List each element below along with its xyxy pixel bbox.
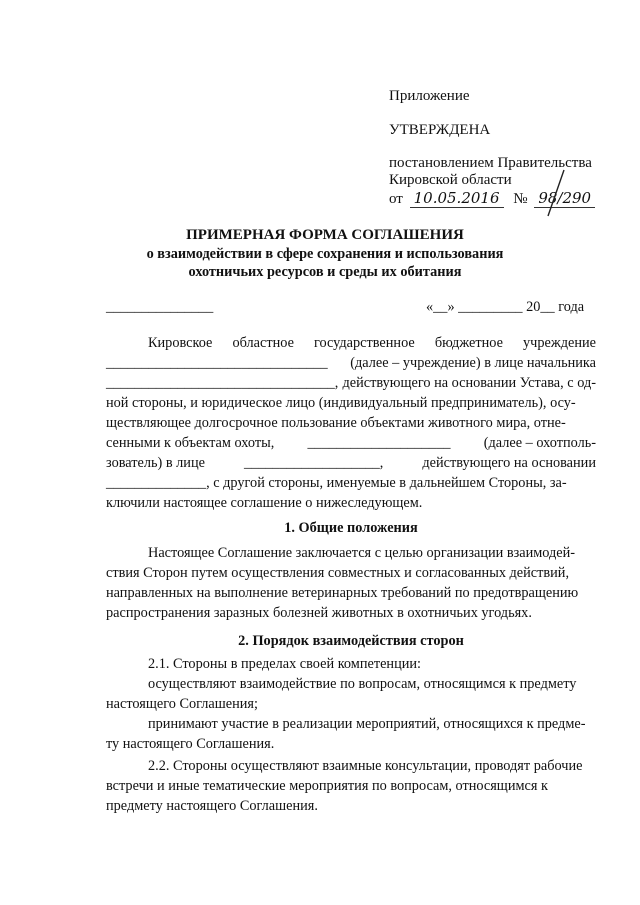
preamble-line-5: ществляющее долгосрочное пользование объектами животного мира, отне- bbox=[106, 415, 566, 431]
text: зователь) в лице bbox=[106, 455, 205, 471]
blank-field: _______________________________ bbox=[106, 355, 328, 371]
preamble-line-6 bbox=[106, 433, 596, 453]
preamble-line-2 bbox=[106, 353, 596, 373]
section-2-p21b-line1: принимают участие в реализации мероприятий, относящихся к предме- bbox=[148, 716, 586, 732]
preamble-line-3 bbox=[106, 373, 596, 393]
approved-label: УТВЕРЖДЕНА bbox=[389, 122, 491, 138]
section-2-p21b-line2: ту настоящего Соглашения. bbox=[106, 736, 275, 752]
blank-field: ______________, bbox=[106, 475, 210, 491]
text: действующего на основании Устава, с од- bbox=[342, 375, 596, 391]
preamble-line-7 bbox=[106, 453, 596, 473]
agreement-date bbox=[426, 297, 584, 317]
decree-line1: постановлением Правительства bbox=[389, 155, 592, 171]
preamble-line-9: ключили настоящее соглашение о нижеследующем. bbox=[106, 495, 423, 511]
decree-number-sign: № bbox=[513, 191, 528, 207]
decree-from-label: от bbox=[389, 191, 403, 207]
section-1-p1-line1: Настоящее Соглашение заключается с целью организации взаимодей- bbox=[148, 545, 576, 561]
text: (далее – учреждение) в лице начальника bbox=[350, 355, 596, 371]
section-2-p21a-line1: осуществляют взаимодействие по вопросам, относящимся к предмету bbox=[148, 676, 577, 692]
text: (далее – охотполь- bbox=[483, 435, 596, 451]
doc-subtitle-1: о взаимодействии в сфере сохранения и использования bbox=[146, 246, 504, 262]
date-month: _________ bbox=[458, 299, 523, 315]
section-1-p1-line3: направленных на выполнение ветеринарных требований по предотвращению bbox=[106, 585, 579, 601]
word: Кировское bbox=[148, 335, 213, 351]
section-1-heading: 1. Общие положения bbox=[284, 520, 418, 536]
handwritten-slash-mark bbox=[540, 168, 570, 220]
preamble-line-8 bbox=[106, 473, 567, 493]
doc-title: ПРИМЕРНАЯ ФОРМА СОГЛАШЕНИЯ bbox=[186, 227, 464, 243]
decree-date: 10.05.2016 bbox=[410, 189, 504, 208]
decree-number: 98/290 bbox=[534, 189, 595, 208]
section-2-heading: 2. Порядок взаимодействия сторон bbox=[238, 633, 464, 649]
section-2-p22-line2: встречи и иные тематические мероприятия по вопросам, относящимся к bbox=[106, 778, 548, 794]
date-year: 20__ года bbox=[526, 299, 585, 315]
word: бюджетное bbox=[434, 335, 503, 351]
text: с другой стороны, именуемые в дальнейшем Стороны, за- bbox=[213, 475, 567, 491]
word: областное bbox=[232, 335, 294, 351]
preamble-line-4: ной стороны, и юридическое лицо (индивидуальный предприниматель), осу- bbox=[106, 395, 576, 411]
section-1-p1-line4: распространения заразных болезней животных в охотничьих угодьях. bbox=[106, 605, 532, 621]
word: государственное bbox=[313, 335, 415, 351]
preamble-line-1 bbox=[148, 333, 596, 353]
section-1-p1-line2: ствия Сторон путем осуществления совместных и согласованных действий, bbox=[106, 565, 570, 581]
section-2-p22-line1: 2.2. Стороны осуществляют взаимные консультации, проводят рабочие bbox=[148, 758, 583, 774]
appendix-label: Приложение bbox=[389, 88, 470, 104]
doc-subtitle-2: охотничьих ресурсов и среды их обитания bbox=[188, 264, 462, 280]
date-day: «__» bbox=[426, 299, 455, 315]
section-2-p21a-line2: настоящего Соглашения; bbox=[106, 696, 258, 712]
text: сенными к объектам охоты, bbox=[106, 435, 275, 451]
place-blank: _______________ bbox=[106, 299, 214, 315]
decree-line2: Кировской области bbox=[389, 172, 512, 188]
text: действующего на основании bbox=[422, 455, 596, 471]
blank-field: ___________________, bbox=[243, 455, 384, 471]
section-2-p21: 2.1. Стороны в пределах своей компетенции: bbox=[148, 656, 422, 672]
word: учреждение bbox=[522, 335, 596, 351]
section-2-p22-line3: предмету настоящего Соглашения. bbox=[106, 798, 318, 814]
blank-field: ________________________________, bbox=[106, 375, 339, 391]
blank-field: ____________________ bbox=[307, 435, 451, 451]
